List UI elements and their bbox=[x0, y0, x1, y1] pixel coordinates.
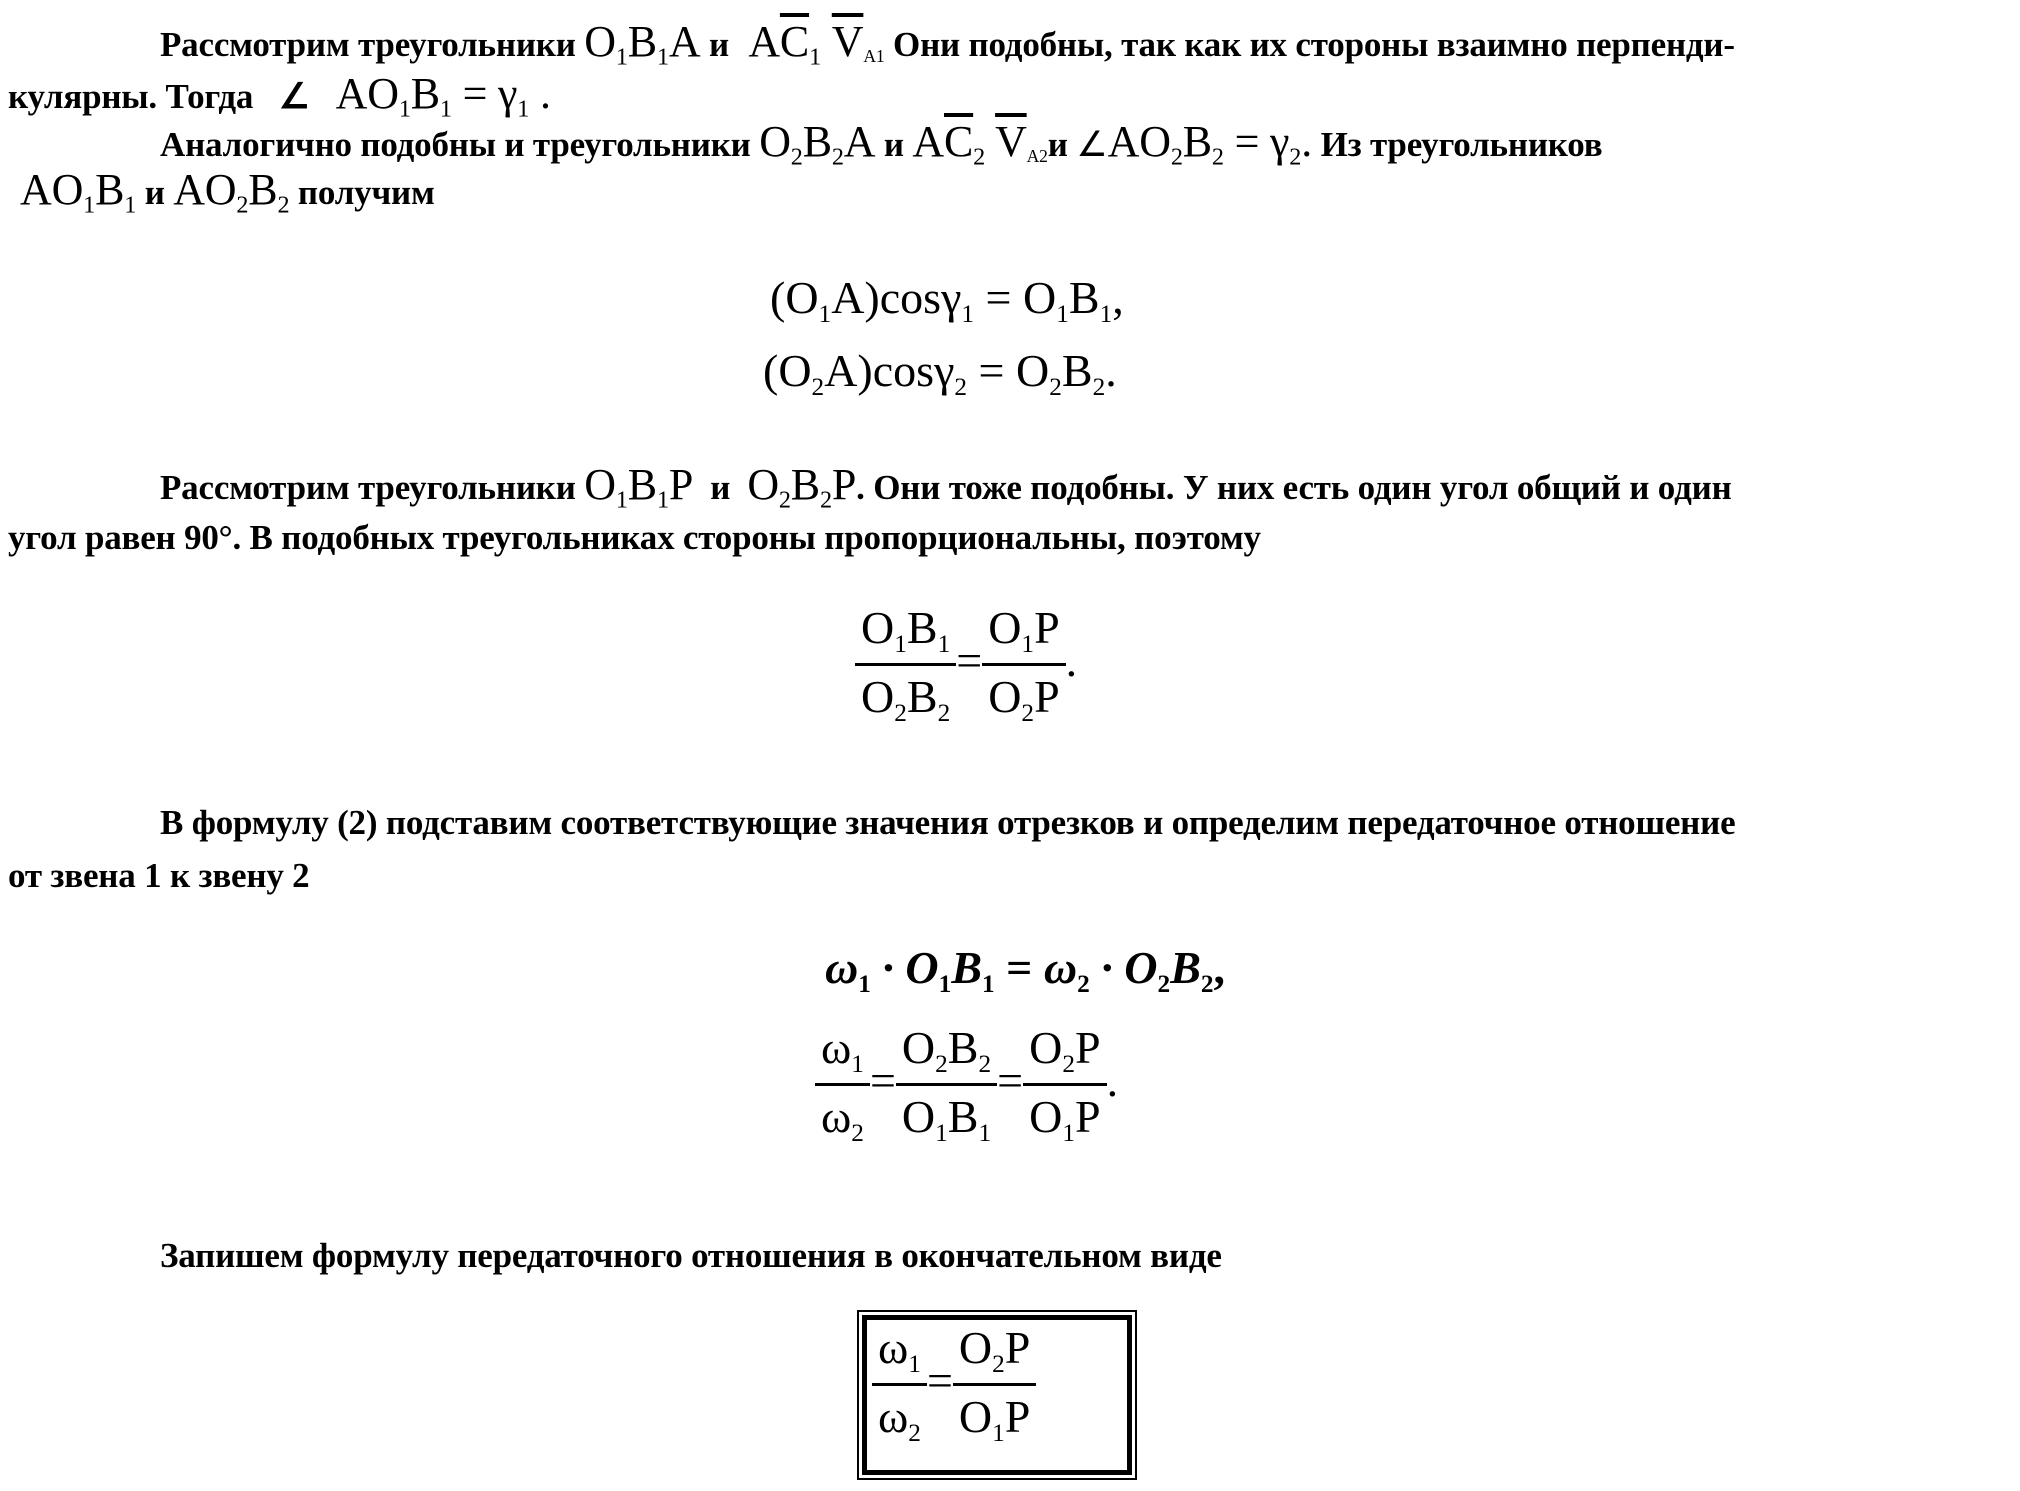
sub: 2 bbox=[1211, 143, 1224, 171]
sub: 1 bbox=[83, 191, 96, 219]
denominator bbox=[872, 1383, 927, 1446]
and-word: и bbox=[144, 173, 165, 212]
fraction-b-ratio bbox=[855, 602, 956, 727]
sym: O bbox=[905, 942, 939, 993]
sub: 2 bbox=[831, 143, 844, 171]
fraction-p bbox=[1023, 1022, 1106, 1147]
equation-proportion bbox=[855, 602, 1078, 727]
numerator bbox=[1023, 1022, 1106, 1083]
sym: A)cos bbox=[824, 345, 935, 396]
sub: 2 bbox=[851, 1118, 864, 1147]
sym: O bbox=[1124, 942, 1158, 993]
sub: 1 bbox=[858, 969, 871, 998]
vector-v: $\overline{V}$ bbox=[995, 117, 1027, 166]
sym: = bbox=[462, 69, 488, 118]
sub: 2 bbox=[992, 1349, 1005, 1378]
sub: 1 bbox=[1099, 299, 1113, 328]
sym: P bbox=[1004, 1391, 1031, 1443]
equation-cos-1 bbox=[770, 272, 1124, 328]
sub: 2 bbox=[277, 191, 290, 219]
sym: P bbox=[1004, 1322, 1031, 1373]
sym: O bbox=[988, 602, 1022, 653]
sub: 1 bbox=[961, 299, 975, 328]
equation-cos-2 bbox=[763, 345, 1117, 401]
sym: O bbox=[584, 17, 616, 66]
para3-line2: угол равен 90°. В подобных треугольниках стороны пропорциональны, поэтому bbox=[8, 518, 1261, 557]
para1-line2-text: кулярны. Тогда bbox=[8, 77, 254, 116]
period: . bbox=[1065, 635, 1078, 687]
numerator bbox=[982, 602, 1065, 663]
sym: AO bbox=[173, 165, 237, 214]
angle-expr-1 bbox=[335, 69, 551, 123]
para4-line1: В формулу (2) подставим соответствующие значения отрезков и определим передаточное отношение bbox=[160, 803, 1736, 842]
sym: B bbox=[627, 17, 657, 66]
sym: = bbox=[1006, 942, 1033, 993]
sym: B bbox=[906, 671, 938, 723]
sym: B bbox=[1170, 942, 1201, 993]
fraction-omega bbox=[815, 1022, 870, 1147]
angle-symbol: ∠ bbox=[278, 77, 311, 116]
sub: 2 bbox=[1157, 969, 1171, 998]
sub: 1 bbox=[439, 95, 452, 123]
sub: 2 bbox=[1039, 146, 1048, 167]
sub: 1 bbox=[851, 1049, 864, 1078]
sym: (O bbox=[763, 345, 812, 396]
sym: · bbox=[1101, 942, 1113, 993]
sub: 1 bbox=[615, 43, 628, 71]
para4-line2: от звена 1 к звену 2 bbox=[8, 856, 310, 895]
sym: ω bbox=[821, 1022, 852, 1073]
equation-final bbox=[872, 1322, 1036, 1447]
para3-line1 bbox=[160, 460, 1732, 514]
para2-line2 bbox=[20, 165, 435, 219]
sym: P bbox=[1034, 671, 1060, 723]
sub: 2 bbox=[894, 698, 907, 727]
sub: 1 bbox=[818, 299, 832, 328]
sub: 1 bbox=[398, 95, 411, 123]
para2-line2-text: получим bbox=[297, 173, 435, 212]
sym: O bbox=[861, 671, 895, 723]
sym: A bbox=[748, 17, 780, 66]
sub: 1 bbox=[938, 969, 952, 998]
vector-v: $\overline{V}$ bbox=[831, 17, 864, 66]
sub: 1 bbox=[1021, 629, 1035, 658]
sym: B bbox=[1182, 117, 1212, 166]
sym: · bbox=[882, 942, 894, 993]
sub: 1 bbox=[656, 43, 669, 71]
sub: 1 bbox=[875, 46, 885, 67]
denominator bbox=[982, 663, 1065, 726]
sym: γ bbox=[934, 345, 955, 396]
sub: 1 bbox=[517, 95, 530, 123]
sub: 2 bbox=[1200, 969, 1214, 998]
sub: 2 bbox=[937, 698, 951, 727]
sub: 1 bbox=[937, 629, 951, 658]
vector-c: $\overline{C}$ bbox=[944, 117, 974, 166]
equation-omega-product bbox=[825, 942, 1226, 998]
triangle-o1b1a bbox=[584, 17, 701, 71]
sym: B bbox=[1068, 272, 1100, 323]
sym: P bbox=[1074, 1022, 1101, 1073]
triangle-ac1va1 bbox=[738, 17, 885, 71]
period: . bbox=[1106, 1055, 1119, 1107]
sym: O bbox=[958, 1322, 993, 1373]
sub: 2 bbox=[1062, 1049, 1075, 1078]
sym: ω bbox=[878, 1391, 909, 1443]
sub: 2 bbox=[1289, 143, 1302, 171]
sym: A bbox=[912, 117, 944, 166]
sym: B bbox=[906, 602, 938, 653]
sym: B bbox=[410, 69, 440, 118]
sym: ∠ bbox=[1076, 125, 1108, 164]
triangle-o2b2p bbox=[747, 460, 857, 514]
sym: , bbox=[1112, 272, 1124, 323]
sym: ω bbox=[821, 1091, 852, 1143]
sym: γ bbox=[498, 69, 518, 118]
sub: 2 bbox=[978, 1049, 992, 1078]
sub: 2 bbox=[935, 1049, 948, 1078]
sym: A bbox=[843, 117, 876, 166]
fraction-p-ratio bbox=[982, 602, 1065, 727]
sub: 2 bbox=[973, 143, 986, 171]
sym: B bbox=[790, 460, 820, 509]
sym: P bbox=[1034, 602, 1060, 653]
and-word: и bbox=[708, 25, 729, 64]
sym: ω bbox=[878, 1322, 909, 1373]
sub: 2 bbox=[236, 191, 249, 219]
sub: 2 bbox=[1021, 698, 1035, 727]
and-word: и bbox=[710, 468, 731, 507]
equals-sign: = bbox=[956, 635, 983, 687]
sub: 1 bbox=[978, 1118, 992, 1147]
sym: AO bbox=[20, 165, 84, 214]
sym: = O bbox=[978, 345, 1050, 396]
sym: , bbox=[1213, 942, 1226, 993]
sym: . bbox=[1301, 117, 1313, 166]
sym: B bbox=[947, 1091, 979, 1143]
para1-line1 bbox=[160, 17, 1735, 71]
sym: B bbox=[802, 117, 832, 166]
sub: 2 bbox=[819, 486, 832, 514]
denominator bbox=[815, 1083, 870, 1146]
para2-text-a: Аналогично подобны и треугольники bbox=[160, 125, 751, 164]
vector-c: $\overline{C}$ bbox=[779, 17, 810, 66]
sub: 1 bbox=[1062, 1118, 1075, 1147]
sym: A)cos bbox=[831, 272, 942, 323]
sym: O bbox=[901, 1022, 936, 1073]
sub: 1 bbox=[982, 969, 995, 998]
sym: P bbox=[668, 460, 694, 509]
para3-text-b: . Они тоже подобны. У них есть один угол общий и один bbox=[856, 468, 1732, 507]
sub: 1 bbox=[894, 629, 907, 658]
equals-sign: = bbox=[926, 1355, 953, 1407]
sym: AO bbox=[1107, 117, 1171, 166]
denominator bbox=[953, 1383, 1036, 1446]
sym: = O bbox=[985, 272, 1057, 323]
sym: O bbox=[861, 602, 895, 653]
sym: ω bbox=[1043, 942, 1078, 993]
sym: AO bbox=[335, 69, 399, 118]
fraction-omega-final bbox=[872, 1322, 927, 1447]
sym: . bbox=[1105, 345, 1117, 396]
equation-omega-ratio bbox=[815, 1022, 1119, 1147]
para1-line2 bbox=[8, 69, 551, 123]
sub: A bbox=[1026, 146, 1040, 167]
triangle-ac2va2 bbox=[912, 117, 1048, 171]
sym: O bbox=[1029, 1022, 1063, 1073]
sym: B bbox=[951, 942, 982, 993]
equals-sign: = bbox=[869, 1055, 896, 1107]
sym: O bbox=[958, 1391, 993, 1443]
sym: O bbox=[584, 460, 616, 509]
sym: O bbox=[988, 671, 1022, 723]
para2-text-b: Из треугольников bbox=[1320, 125, 1603, 164]
sub: 1 bbox=[809, 43, 821, 71]
sym: O bbox=[1029, 1091, 1063, 1143]
sub: 2 bbox=[1049, 372, 1062, 401]
sym: . bbox=[540, 69, 551, 118]
para1-text-b: Они подобны, так как их стороны взаимно перпенди- bbox=[893, 25, 1735, 64]
sub: 1 bbox=[935, 1118, 948, 1147]
para3-text-a: Рассмотрим треугольники bbox=[160, 468, 576, 507]
sym: B bbox=[947, 1022, 979, 1073]
para2-line1 bbox=[160, 117, 1603, 171]
triangle-ao2b2 bbox=[173, 165, 290, 219]
sub: 1 bbox=[992, 1418, 1005, 1447]
para1-text-a: Рассмотрим треугольники bbox=[160, 25, 576, 64]
sub: 1 bbox=[908, 1349, 921, 1378]
numerator bbox=[953, 1322, 1036, 1383]
denominator bbox=[855, 663, 956, 726]
sub: 2 bbox=[1170, 143, 1183, 171]
sym: O bbox=[759, 117, 791, 166]
and-word: и bbox=[1047, 125, 1068, 164]
numerator bbox=[855, 602, 956, 663]
sym: B bbox=[627, 460, 657, 509]
sub: 2 bbox=[1077, 969, 1090, 998]
sub: 2 bbox=[811, 372, 825, 401]
numerator bbox=[872, 1322, 927, 1383]
sub: A bbox=[863, 46, 876, 67]
sym: B bbox=[1061, 345, 1093, 396]
sym: B bbox=[95, 165, 125, 214]
sym: A bbox=[668, 17, 701, 66]
sym: O bbox=[901, 1091, 936, 1143]
sym: P bbox=[1074, 1091, 1101, 1143]
triangle-o2b2a bbox=[759, 117, 876, 171]
triangle-ao1b1 bbox=[20, 165, 137, 219]
numerator bbox=[896, 1022, 997, 1083]
equals-sign: = bbox=[997, 1055, 1024, 1107]
sym: γ bbox=[1270, 117, 1290, 166]
sym: ω bbox=[825, 942, 859, 993]
sub: 1 bbox=[615, 486, 628, 514]
sub: 1 bbox=[656, 486, 669, 514]
sym: = bbox=[1234, 117, 1260, 166]
sub: 2 bbox=[790, 143, 803, 171]
sym: O bbox=[747, 460, 779, 509]
sub: 2 bbox=[954, 372, 968, 401]
fraction-p-final bbox=[953, 1322, 1036, 1447]
sym: γ bbox=[941, 272, 962, 323]
sub: 2 bbox=[1092, 372, 1106, 401]
fraction-b bbox=[896, 1022, 997, 1147]
triangle-o1b1p bbox=[584, 460, 694, 514]
angle-expr-2 bbox=[1076, 117, 1313, 171]
numerator bbox=[815, 1022, 870, 1083]
denominator bbox=[1023, 1083, 1106, 1146]
sub: 1 bbox=[124, 191, 137, 219]
sub: 2 bbox=[908, 1418, 921, 1447]
para5-line1: Запишем формулу передаточного отношения в окончательном виде bbox=[160, 1236, 1222, 1275]
and-word: и bbox=[883, 125, 904, 164]
sym: B bbox=[248, 165, 278, 214]
sym: P bbox=[831, 460, 857, 509]
denominator bbox=[896, 1083, 997, 1146]
sym: (O bbox=[770, 272, 819, 323]
sub: 1 bbox=[1056, 299, 1069, 328]
sub: 2 bbox=[778, 486, 791, 514]
